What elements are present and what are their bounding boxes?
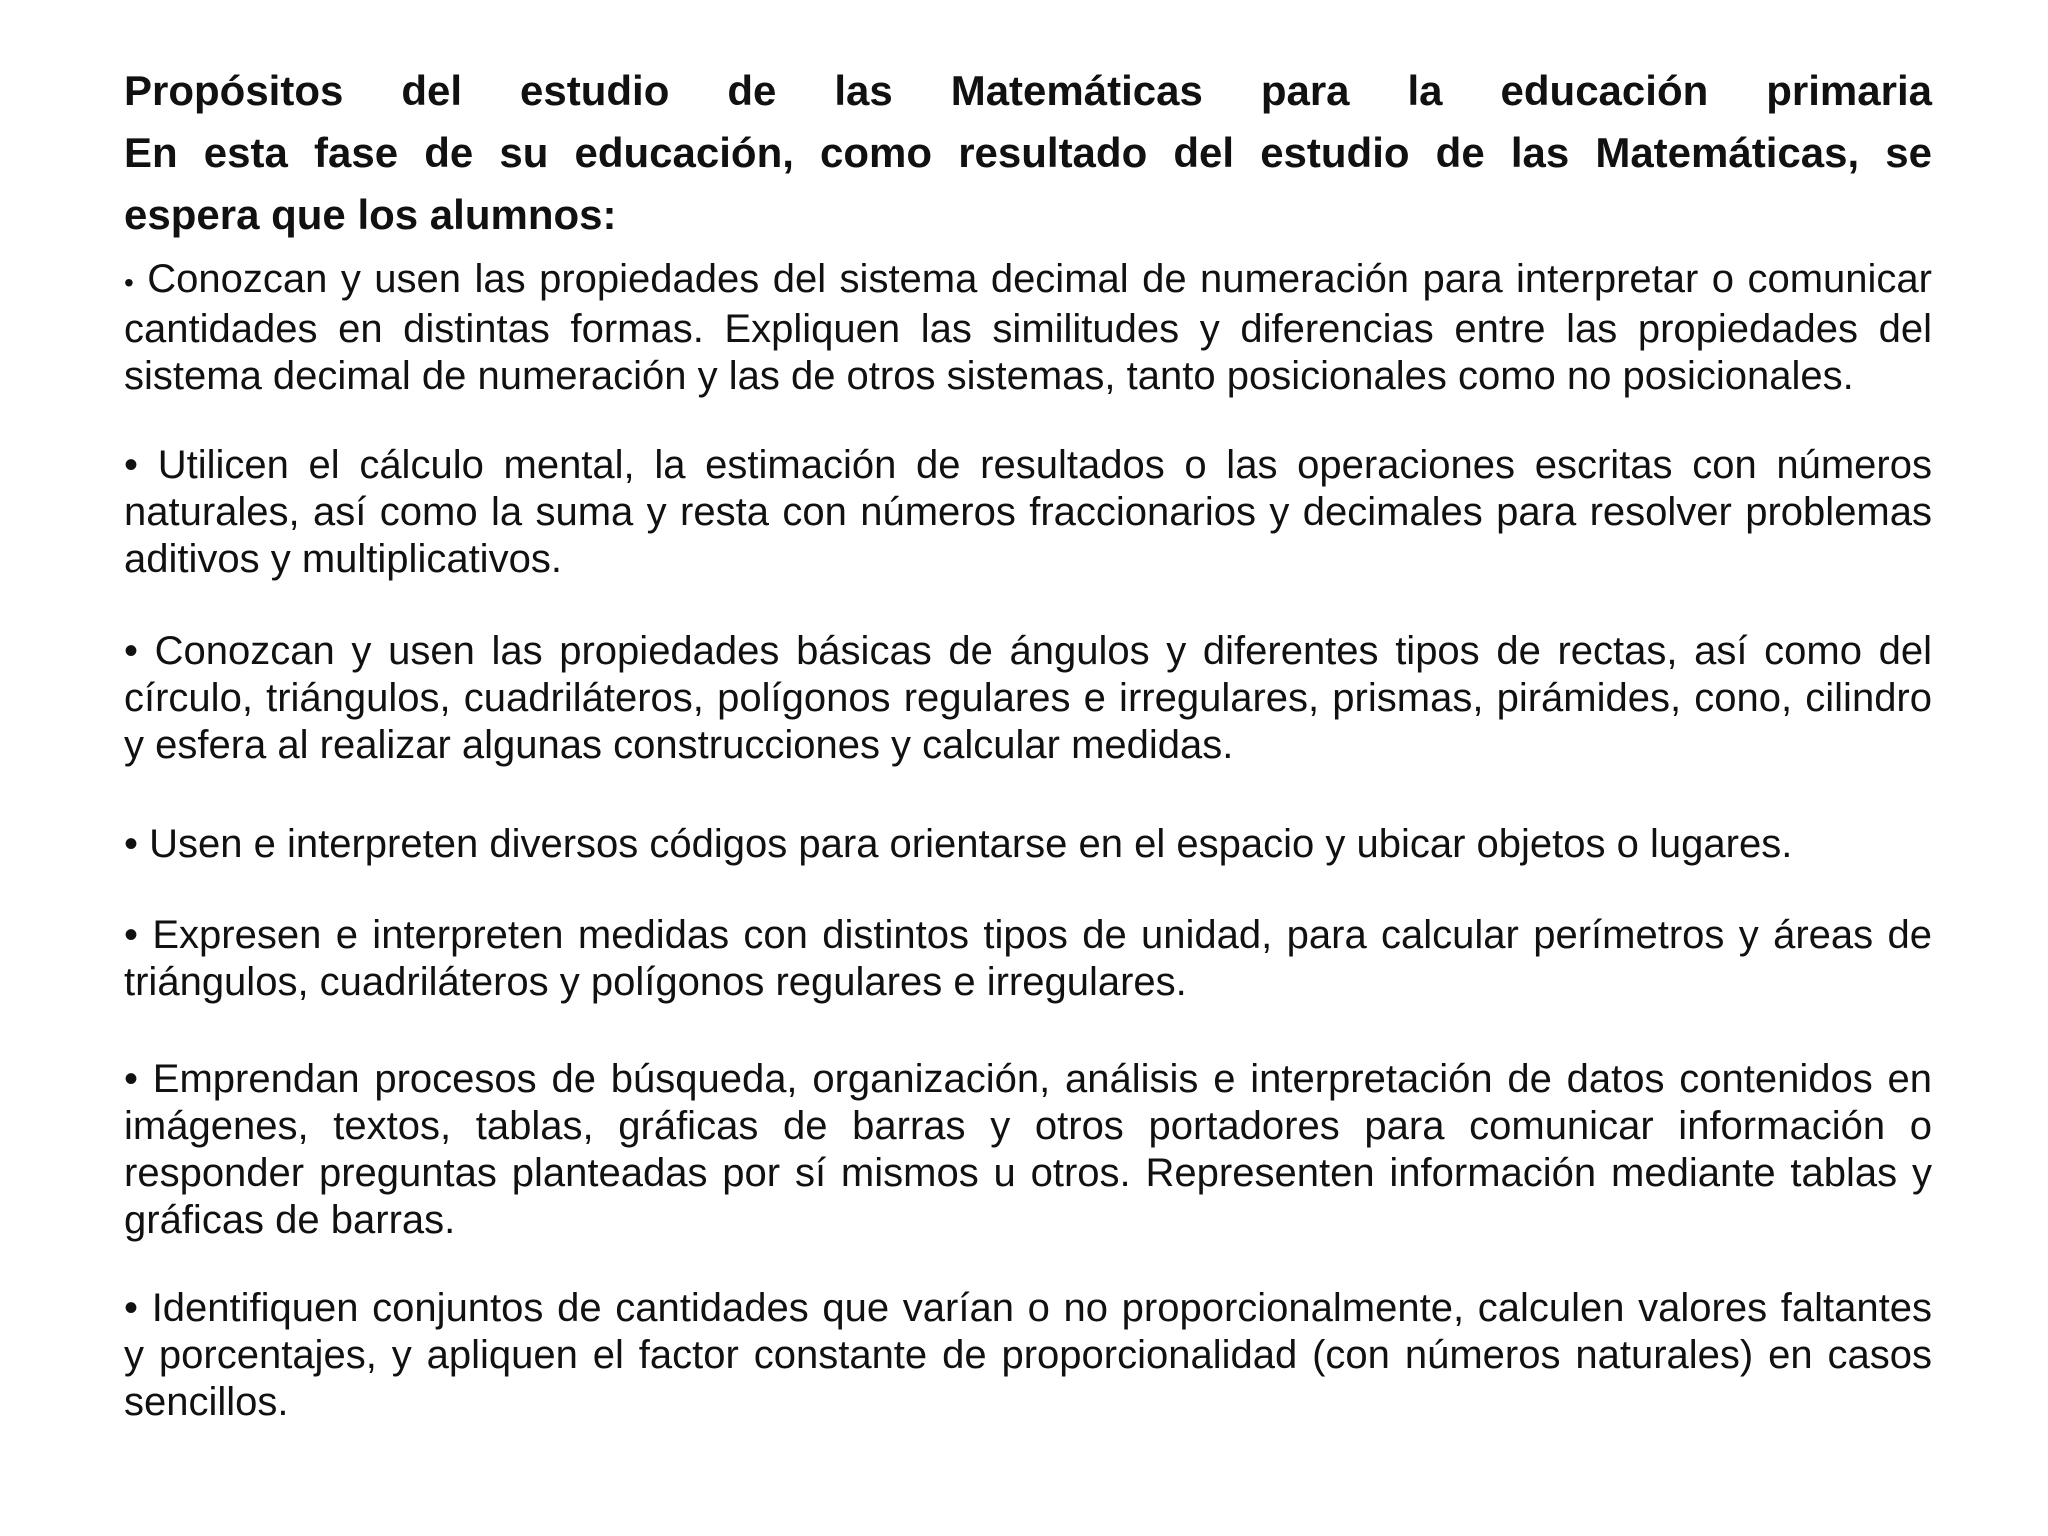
bullet-item-7 [124, 1285, 1932, 1426]
page-heading [124, 60, 1932, 246]
heading-line-1: Propósitos del estudio de las Matemáticas para la educación primaria [124, 67, 1932, 114]
bullet-text: Conozcan y usen las propiedades básicas de ángulos y diferentes tipos de rectas, así como del círculo, triángulos, cuadriláteros, polígonos regulares e irregulares, prismas, pirámides, cono, cilindro y esfera al realizar algunas construcciones y calcular medidas. [124, 629, 1932, 767]
heading-line-3: espera que los alumnos: [124, 191, 617, 238]
heading-line-2: En esta fase de su educación, como resultado del estudio de las Matemáticas, se [124, 129, 1932, 176]
bullet-text: Utilicen el cálculo mental, la estimación de resultados o las operaciones escritas con números naturales, así como la suma y resta con números fraccionarios y decimales para resolver problemas aditivos y multiplicativos. [124, 443, 1932, 581]
bullet-item-1 [124, 256, 1932, 400]
bullet-text: Usen e interpreten diversos códigos para orientarse en el espacio y ubicar objetos o lugares. [149, 822, 1793, 866]
bullet-dot-icon: • [124, 1286, 139, 1330]
bullet-dot-icon: • [124, 267, 134, 298]
bullet-dot-icon: • [124, 443, 139, 487]
bullet-item-3 [124, 628, 1932, 769]
bullet-dot-icon: • [124, 629, 139, 673]
bullet-text: Conozcan y usen las propiedades del sistema decimal de numeración para interpretar o comunicar cantidades en distintas formas. Expliquen las similitudes y diferencias entre las propiedades del sistema decimal de numeración y las de otros sistemas, tanto posicionales como no posicionales. [124, 257, 1932, 398]
bullet-dot-icon: • [124, 1057, 139, 1101]
bullet-text: Expresen e interpreten medidas con distintos tipos de unidad, para calcular perímetros y áreas de triángulos, cuadriláteros y polígonos regulares e irregulares. [124, 913, 1932, 1004]
slide-content [124, 60, 1932, 1426]
bullet-dot-icon: • [124, 913, 139, 957]
bullet-item-5 [124, 912, 1932, 1006]
bullet-item-4 [124, 821, 1932, 868]
bullet-text: Emprendan procesos de búsqueda, organización, análisis e interpretación de datos contenidos en imágenes, textos, tablas, gráficas de barras y otros portadores para comunicar información o responder preguntas planteadas por sí mismos u otros. Representen información mediante tablas y gráficas de barras. [124, 1057, 1932, 1242]
bullet-item-6 [124, 1056, 1932, 1244]
bullet-dot-icon: • [124, 822, 139, 866]
bullet-item-2 [124, 442, 1932, 583]
bullet-text: Identifiquen conjuntos de cantidades que varían o no proporcionalmente, calculen valores faltantes y porcentajes, y apliquen el factor constante de proporcionalidad (con números naturales) en casos sencillos. [124, 1286, 1932, 1424]
